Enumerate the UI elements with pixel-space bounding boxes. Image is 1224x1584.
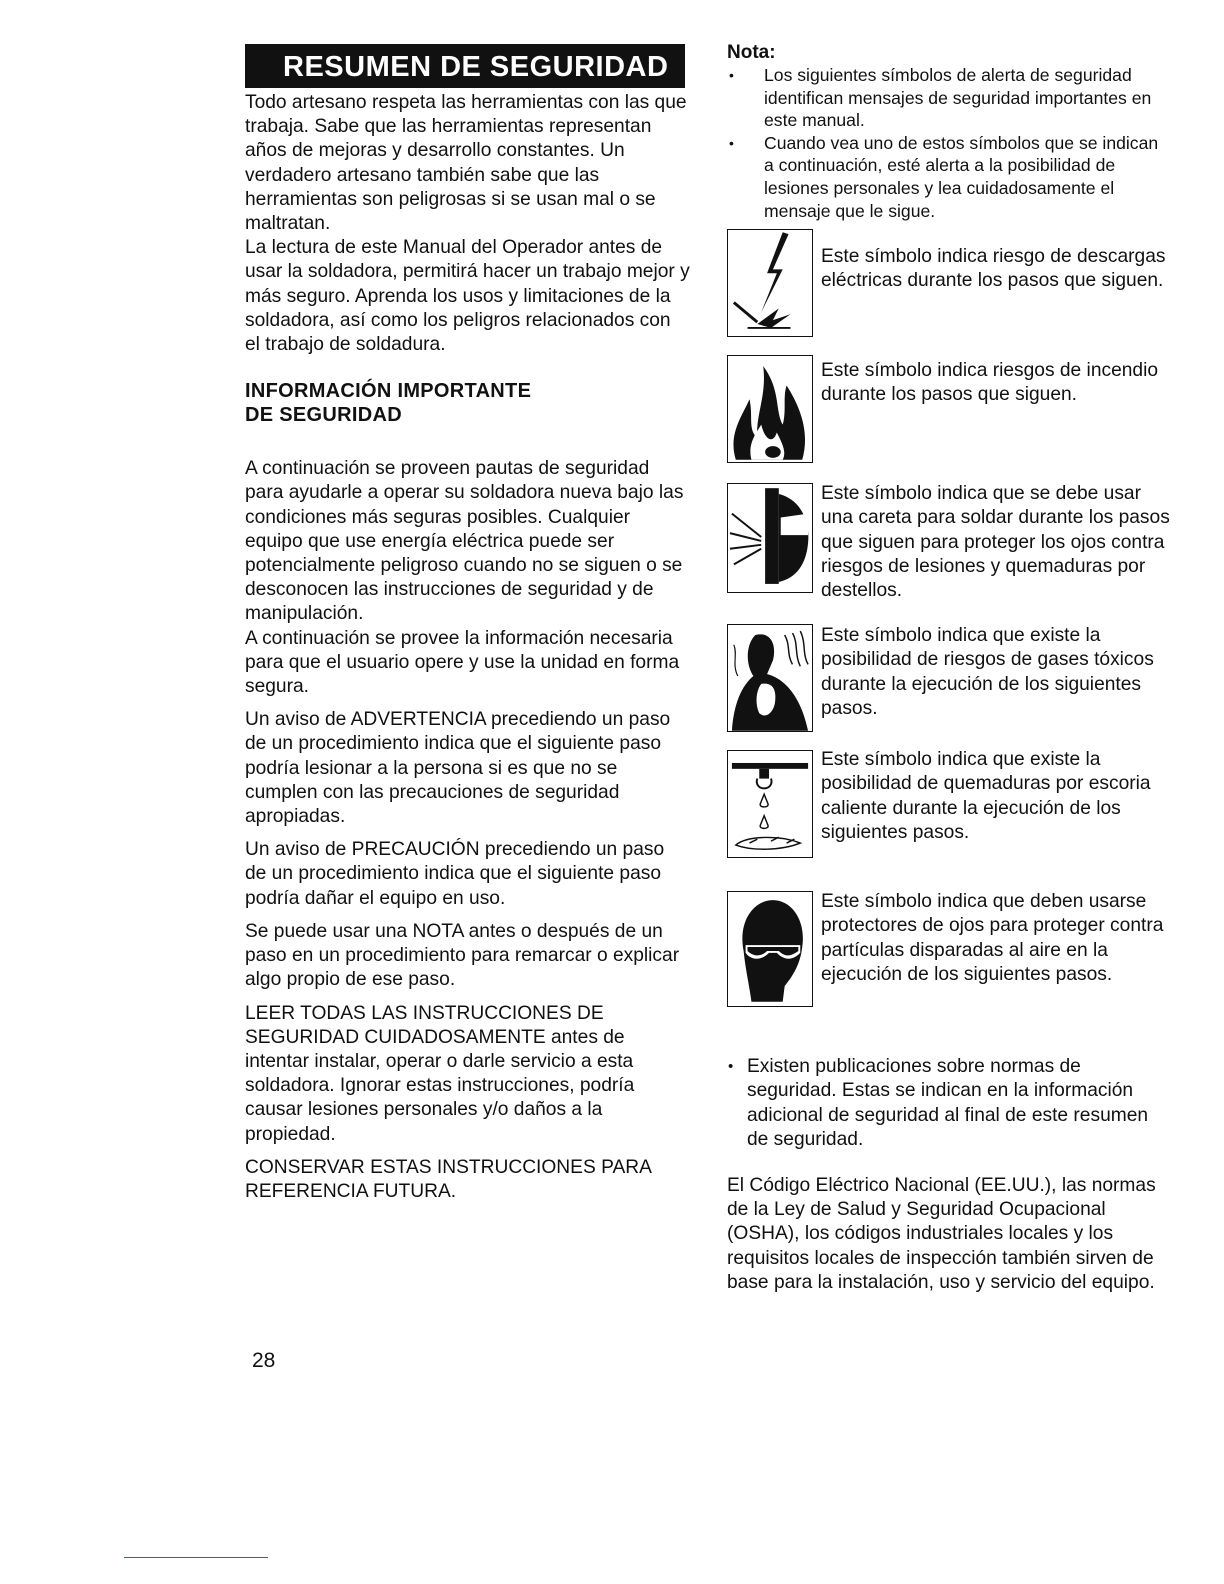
symbol-text-slag: Este símbolo indica que existe la posibilidad de quemaduras por escoria caliente durante la ejecución de los siguientes pasos.	[821, 749, 1151, 843]
closing-paragraph: El Código Eléctrico Nacional (EE.UU.), las normas de la Ley de Salud y Seguridad Ocupacional (OSHA), los códigos industriales locales y los requisitos locales de inspección también sirven de base para la instalación, uso y servicio del equipo.	[727, 1174, 1156, 1293]
keep-instructions-paragraph: CONSERVAR ESTAS INSTRUCCIONES PARA REFERENCIA FUTURA.	[245, 1156, 651, 1202]
warning-paragraph: Un aviso de ADVERTENCIA precediendo un paso de un procedimiento indica que el siguiente paso podría lesionar a la persona si es que no se cumplen con las precauciones de seguridad apropiadas.	[245, 709, 671, 828]
right-column	[727, 42, 1172, 1295]
symbol-row-fire	[727, 355, 1172, 463]
symbol-row-electric	[727, 229, 1172, 337]
note-paragraph: Se puede usar una NOTA antes o después de un paso en un procedimiento para remarcar o explicar algo propio de ese paso.	[245, 920, 680, 991]
toxic-fumes-icon	[727, 624, 813, 732]
fire-icon	[727, 355, 813, 463]
welding-helmet-icon	[727, 483, 813, 593]
note-item: • Los siguientes símbolos de alerta de seguridad identifican mensajes de seguridad importantes en este manual.	[727, 64, 1172, 132]
guidelines-paragraph: A continuación se proveen pautas de seguridad para ayudarle a operar su soldadora nueva bajo las condiciones más seguras posibles. Cualquier equipo que use energía eléctrica puede ser potencialmente peligroso cuando no se siguen o se desconocen las instrucciones de seguridad y de manipulación.	[245, 458, 684, 625]
heading-line-1: INFORMACIÓN IMPORTANTE	[245, 380, 532, 403]
symbol-text-fumes: Este símbolo indica que existe la posibilidad de riesgos de gases tóxicos durante la ejecución de los siguientes pasos.	[821, 625, 1154, 719]
note-list	[727, 64, 1172, 222]
symbol-text-eyes: Este símbolo indica que deben usarse protectores de ojos para proteger contra partículas disparadas al aire en la ejecución de los siguientes pasos.	[821, 891, 1164, 985]
page-number: 28	[252, 1349, 276, 1372]
symbol-row-slag	[727, 750, 1172, 858]
note-title: Nota:	[727, 42, 776, 63]
intro-paragraph-1: Todo artesano respeta las herramientas con las que trabaja. Sabe que las herramientas representan años de mejoras y desarrollo constantes. Un verdadero artesano también sabe que las herramientas son peligrosas si se usan mal o se maltratan.	[245, 92, 687, 235]
usage-paragraph: A continuación se provee la información necesaria para que el usuario opere y use la unidad en forma segura.	[245, 627, 680, 698]
caution-paragraph: Un aviso de PRECAUCIÓN precediendo un paso de un procedimiento indica que el siguiente paso podría dañar el equipo en uso.	[245, 839, 665, 909]
intro-paragraph-2: La lectura de este Manual del Operador antes de usar la soldadora, permitirá hacer un trabajo mejor y más seguro. Aprenda los usos y limitaciones de la soldadora, así como los peligros relacionados con el trabajo de soldadura.	[245, 237, 690, 356]
symbol-text-electric: Este símbolo indica riesgo de descargas eléctricas durante los pasos que siguen.	[821, 246, 1166, 292]
important-info-heading	[245, 379, 690, 427]
section-banner: RESUMEN DE SEGURIDAD	[245, 44, 685, 88]
symbol-text-helmet: Este símbolo indica que se debe usar una careta para soldar durante los pasos que siguen para proteger los ojos contra riesgos de lesiones y quemaduras por destellos.	[821, 483, 1170, 601]
symbol-row-helmet	[727, 483, 1172, 603]
eye-protection-icon	[727, 891, 813, 1007]
lightning-bolt-icon	[727, 229, 813, 337]
symbol-row-eyes	[727, 891, 1172, 1007]
symbol-row-fumes	[727, 624, 1172, 732]
symbol-text-fire: Este símbolo indica riesgos de incendio durante los pasos que siguen.	[821, 360, 1159, 406]
heading-line-2: DE SEGURIDAD	[245, 404, 402, 427]
hot-slag-icon	[727, 750, 813, 858]
note-item: • Cuando vea uno de estos símbolos que se indican a continuación, esté alerta a la posibilidad de lesiones personales y lea cuidadosamente el mensaje que le sigue.	[727, 132, 1172, 222]
publications-bullet: • Existen publicaciones sobre normas de seguridad. Estas se indican en la información adicional de seguridad al final de este resumen de seguridad.	[727, 1055, 1172, 1152]
footer-rule	[124, 1557, 268, 1558]
read-instructions-paragraph: LEER TODAS LAS INSTRUCCIONES DE SEGURIDAD CUIDADOSAMENTE antes de intentar instalar, operar o darle servicio a esta soldadora. Ignorar estas instrucciones, podría causar lesiones personales y/o daños a la propiedad.	[245, 1002, 635, 1145]
left-column	[245, 44, 690, 1204]
